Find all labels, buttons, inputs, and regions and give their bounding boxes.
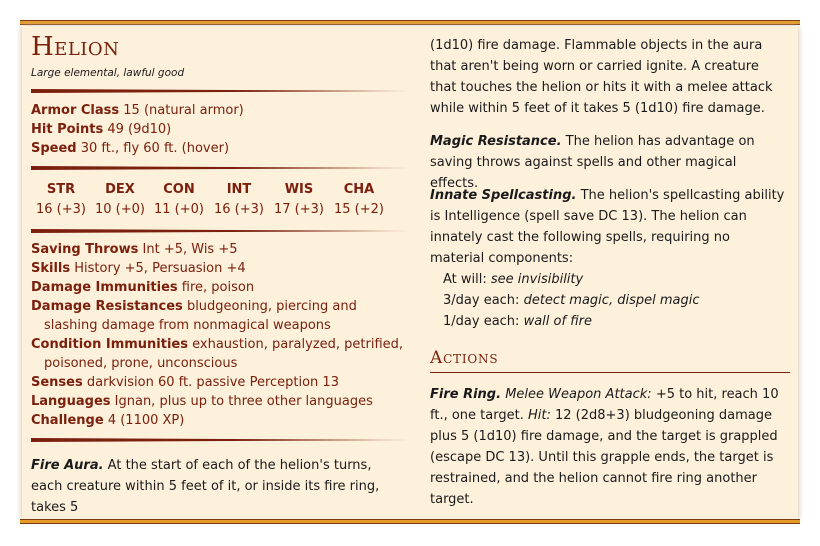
- top-border-bar: [20, 20, 800, 25]
- ability-int-label: INT: [226, 182, 252, 197]
- bottom-border-bar: [20, 519, 800, 524]
- hit-points-line: Hit Points 49 (9d10): [31, 122, 172, 137]
- spell-list-item: 1/day each: wall of fire: [443, 314, 592, 329]
- damage-resistances-line: Damage Resistances bludgeoning, piercing and slashing damage from nonmagical weapons: [31, 299, 357, 333]
- fire-aura-trait-continued: (1d10) fire damage. Flammable objects in the aura that aren't being worn or carried ignite. A creature that touches the helion or hits it with a melee attack while within 5 feet of it takes 5 (1d10) fire damage.: [430, 38, 773, 116]
- condition-immunities-line: Condition Immunities exhaustion, paralyzed, petrified, poisoned, prone, unconscious: [31, 337, 404, 371]
- tapered-rule: [31, 166, 410, 170]
- challenge-line: Challenge 4 (1100 XP): [31, 413, 185, 428]
- actions-heading: Actions: [430, 348, 499, 368]
- stat-block: [22, 26, 798, 519]
- monster-subtitle: Large elemental, lawful good: [31, 67, 185, 79]
- innate-spellcasting-trait: Innate Spellcasting. The helion's spellcasting ability is Intelligence (spell save DC 13). The helion can innately cast the following spells, requiring no material components:: [430, 188, 785, 266]
- ability-con-value: 11 (+0): [154, 202, 204, 217]
- ability-cha-value: 15 (+2): [334, 202, 384, 217]
- tapered-rule: [31, 89, 410, 93]
- ability-wis-label: WIS: [284, 182, 314, 197]
- ability-dex-label: DEX: [105, 182, 135, 197]
- languages-line: Languages Ignan, plus up to three other languages: [31, 394, 373, 409]
- skills-line: Skills History +5, Persuasion +4: [31, 261, 246, 276]
- ability-dex-value: 10 (+0): [95, 202, 145, 217]
- damage-immunities-line: Damage Immunities fire, poison: [31, 280, 255, 295]
- ability-con-label: CON: [163, 182, 195, 197]
- spell-list-item: 3/day each: detect magic, dispel magic: [443, 293, 700, 308]
- tapered-rule: [31, 438, 410, 442]
- fire-ring-action: Fire Ring. Melee Weapon Attack: +5 to hit, reach 10 ft., one target. Hit: 12 (2d8+3) bludgeoning damage plus 5 (1d10) fire damage, and the target is grappled (escape DC 13). Until this grapple ends, the target is restrained, and the helion cannot fire ring another target.: [430, 387, 779, 507]
- spell-list-item: At will: see invisibility: [443, 272, 584, 287]
- saving-throws-line: Saving Throws Int +5, Wis +5: [31, 242, 238, 257]
- tapered-rule: [31, 229, 410, 233]
- speed-line: Speed 30 ft., fly 60 ft. (hover): [31, 141, 230, 156]
- ability-wis-value: 17 (+3): [274, 202, 324, 217]
- ability-cha-label: CHA: [343, 182, 375, 197]
- senses-line: Senses darkvision 60 ft. passive Perception 13: [31, 375, 339, 390]
- actions-rule: [430, 372, 790, 373]
- ability-str-value: 16 (+3): [36, 202, 86, 217]
- ability-str-label: STR: [46, 182, 76, 197]
- monster-name: Helion: [31, 32, 120, 62]
- ability-int-value: 16 (+3): [214, 202, 264, 217]
- armor-class-line: Armor Class 15 (natural armor): [31, 103, 244, 118]
- magic-resistance-trait: Magic Resistance. The helion has advantage on saving throws against spells and other magical effects.: [430, 134, 755, 191]
- fire-aura-trait: Fire Aura. At the start of each of the helion's turns, each creature within 5 feet of it, or inside its fire ring, takes 5: [31, 458, 380, 515]
